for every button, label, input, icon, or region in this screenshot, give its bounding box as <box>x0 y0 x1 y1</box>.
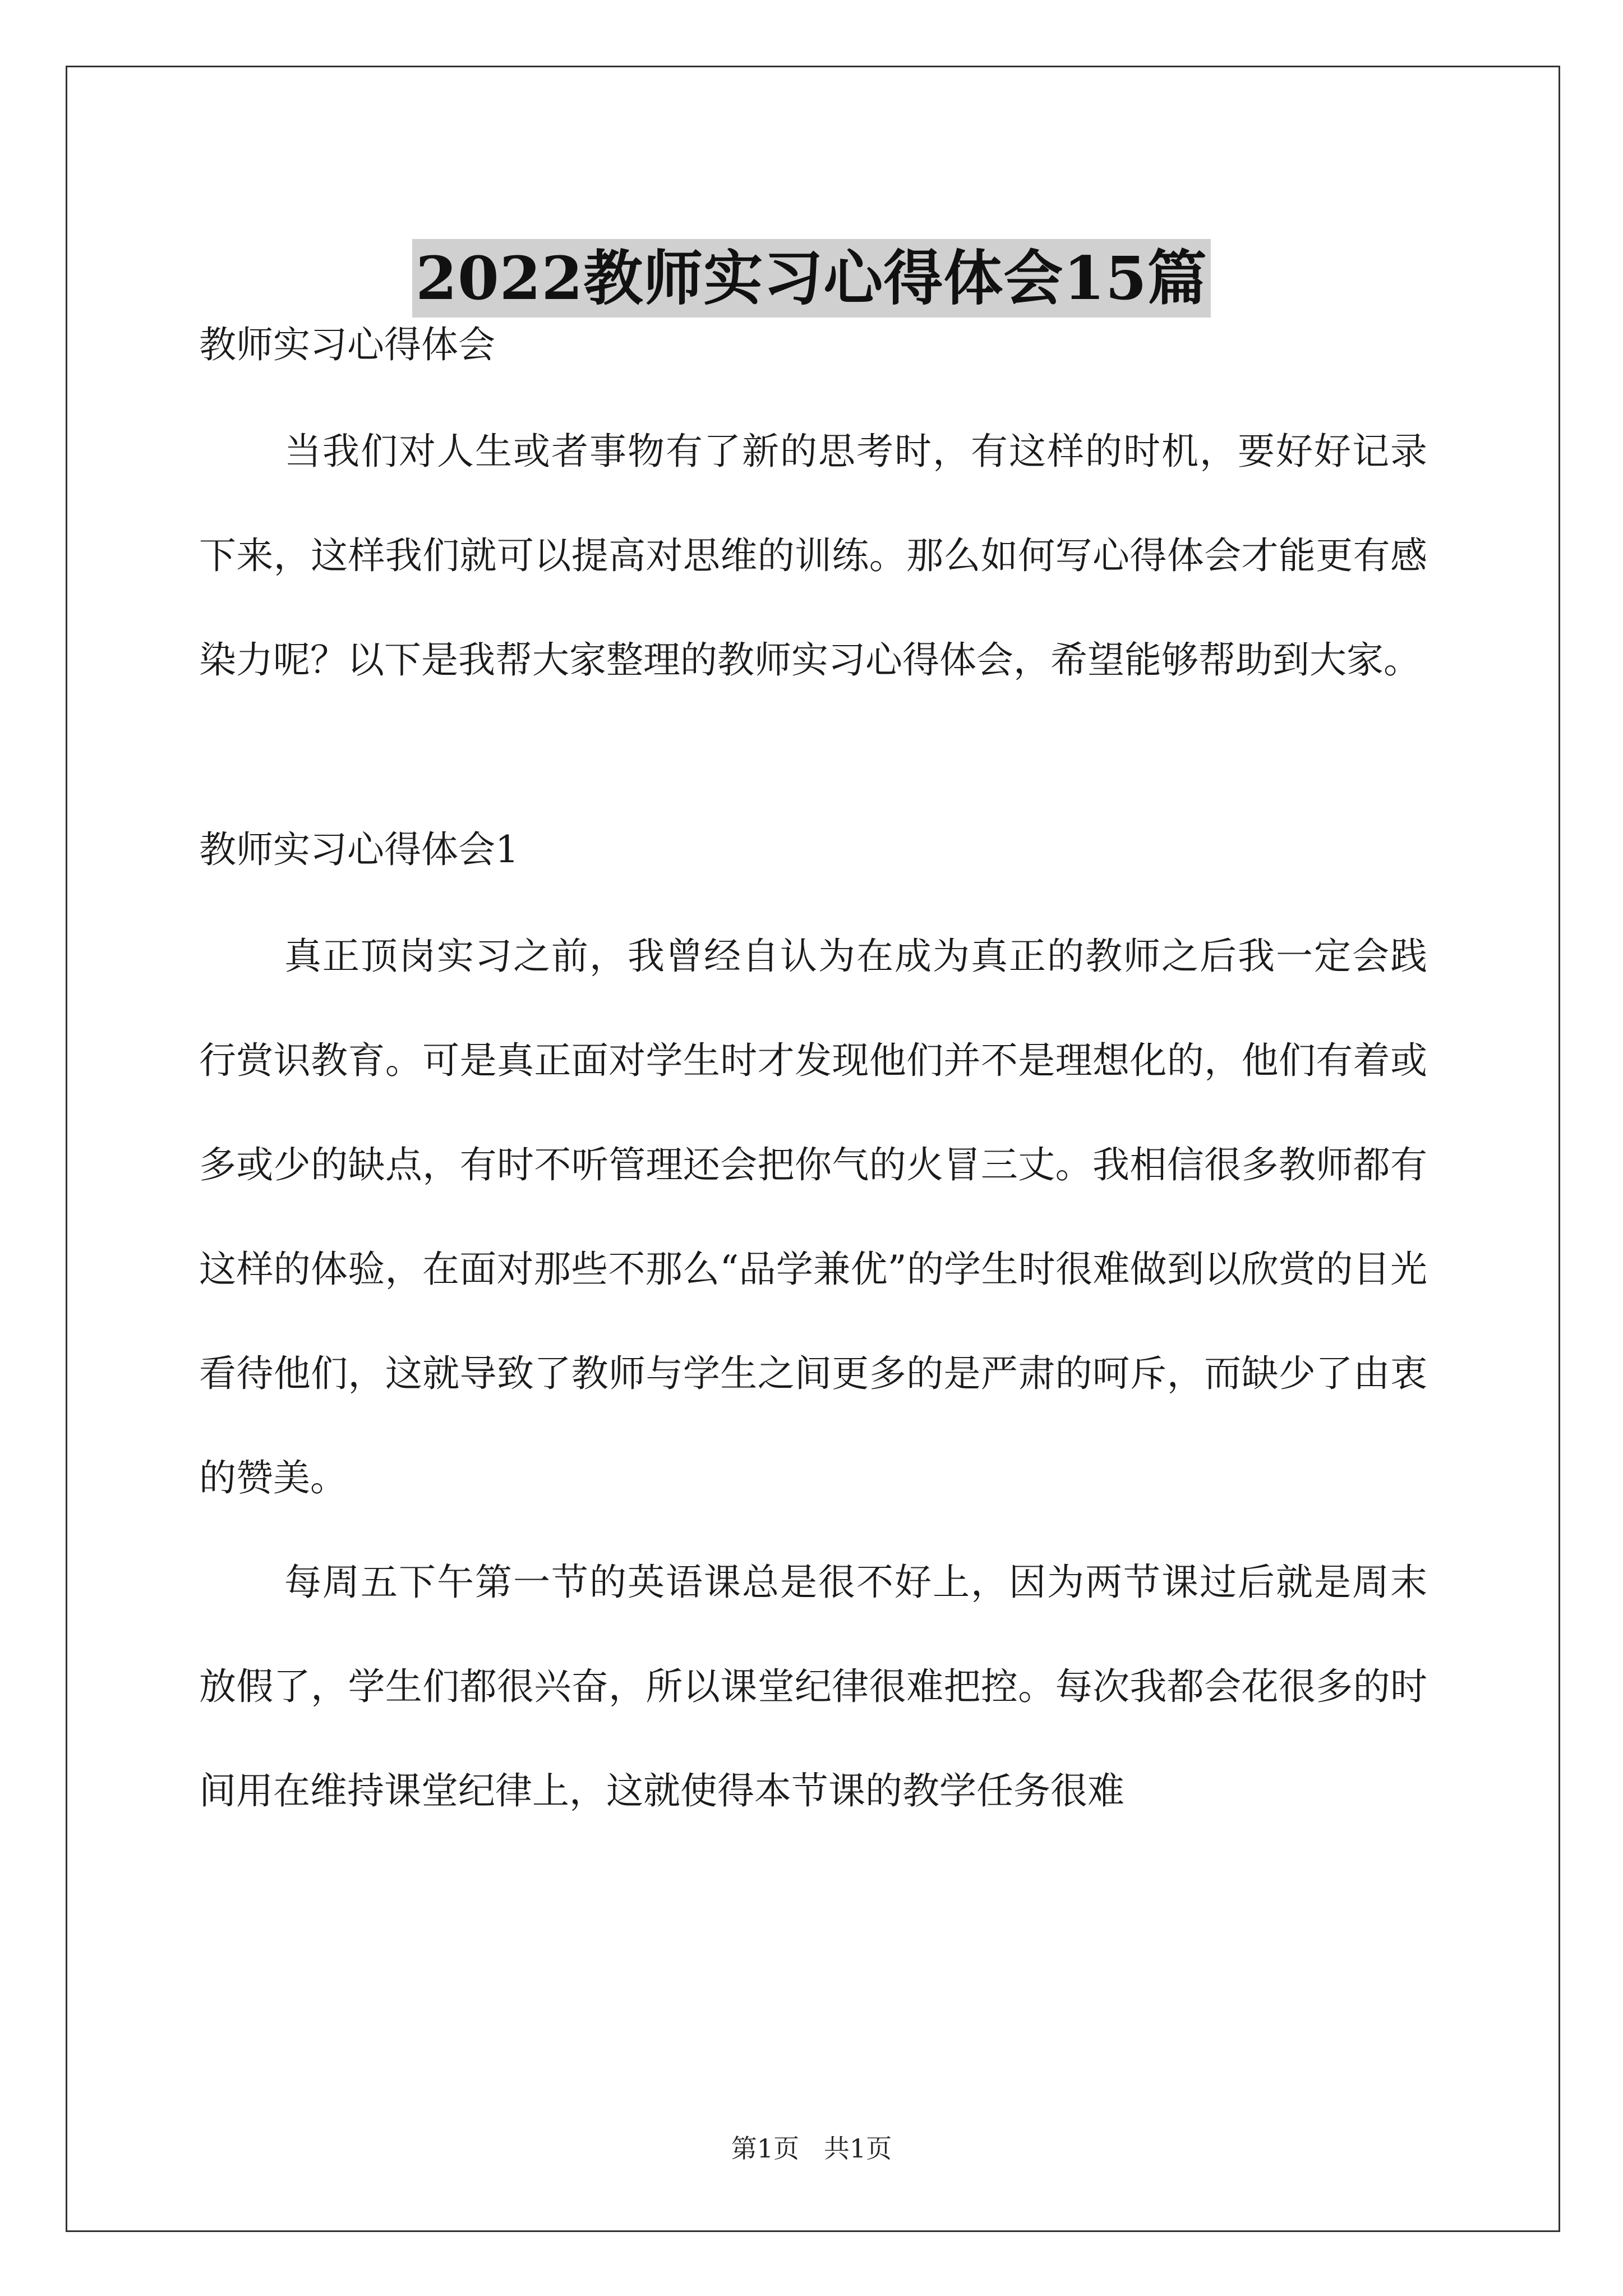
intro-paragraph: 当我们对人生或者事物有了新的思考时，有这样的时机，要好好记录下来，这样我们就可以提高对思维的训练。那么如何写心得体会才能更有感染力呢？以下是我帮大家整理的教师实习心得体会，希望能够帮助到大家。 <box>199 430 1427 682</box>
document-title: 2022教师实习心得体会15篇 <box>412 239 1211 318</box>
section-1-heading: 教师实习心得体会1 <box>199 828 519 871</box>
page-number-text: 第1页 共1页 <box>731 2133 892 2164</box>
page-footer <box>0 2132 1623 2165</box>
section-1-paragraph-1: 真正顶岗实习之前，我曾经自认为在成为真正的教师之后我一定会践行赏识教育。可是真正面对学生时才发现他们并不是理想化的，他们有着或多或少的缺点，有时不听管理还会把你气的火冒三丈。我相信很多教师都有这样的体验，在面对那些不那么“品学兼优”的学生时很难做到以欣赏的目光看待他们，这就导致了教师与学生之间更多的是严肃的呵斥，而缺少了由衷的赞美。 <box>199 935 1427 1499</box>
section-1-paragraph-2: 每周五下午第一节的英语课总是很不好上，因为两节课过后就是周末放假了，学生们都很兴奋，所以课堂纪律很难把控。每次我都会花很多的时间用在维持课堂纪律上，这就使得本节课的教学任务很难 <box>199 1561 1427 1812</box>
intro-heading: 教师实习心得体会 <box>199 323 495 366</box>
document-body <box>199 314 1427 1843</box>
